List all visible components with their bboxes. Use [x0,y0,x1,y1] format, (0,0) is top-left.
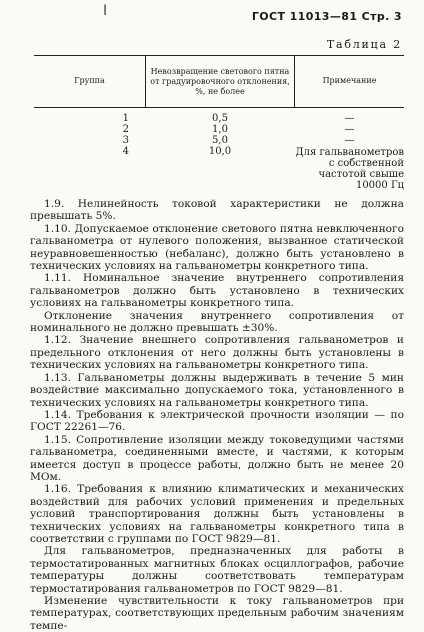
header-group: Группа [74,76,105,85]
paragraph: Изменение чувствительности к току гальванометров при температурах, соответствующих предельным рабочим значениям темпе- [30,595,404,632]
paragraph: 1.15. Сопротивление изоляции между токоведущими частями гальванометра, соединенными вместе, и частями, к которым имеется доступ в процессе работы, должно быть не менее 20 МОм. [30,433,404,483]
body-text [30,198,404,632]
cell-note: Для гальванометров с собственной частотой свыше 10000 Гц [295,147,404,191]
cell-note: — [344,113,355,124]
header-error: Невозвращение светового пятна от градуировочного отклонения, %, не более [150,67,290,96]
cell-note: — [344,135,355,146]
cell-value: 1,0 [212,124,228,135]
table-caption: Таблица 2 [326,38,402,51]
paragraph: Отклонение значения внутреннего сопротивления от номинального не должно превышать ±30%. [30,309,404,335]
paragraph: 1.10. Допускаемое отклонение светового пятна невключенного гальванометра от нулевого положения, вызванное статической неуравновешенностью (небаланс), должно быть установлено в технических условиях на гальванометры конкретного типа. [30,222,404,273]
table-header-rule [34,107,404,108]
header-mark: ǀ [103,3,108,19]
cell-note: — [344,124,355,135]
cell-group: 1 [122,113,129,124]
cell-value: 5,0 [212,135,228,146]
header-note: Примечание [322,76,377,85]
paragraph: 1.11. Номинальное значение внутреннего сопротивления гальванометров должно быть установлено в технических условиях на гальванометры конкретного типа. [30,272,404,310]
table-2 [34,55,404,191]
paragraph: Для гальванометров, предназначенных для работы в термостатированных магнитных блоках осциллографов, рабочие температуры должны соответствовать температурам термостатирования гальванометров по ГОСТ 9829—81. [30,545,404,595]
paragraph: 1.12. Значение внешнего сопротивления гальванометров и предельного отклонения от него должны быть установлены в технических условиях на гальванометры конкретного типа. [30,334,404,372]
cell-value: 0,5 [212,113,228,124]
paragraph: 1.9. Нелинейность токовой характеристики не должна превышать 5%. [30,198,404,223]
cell-value: 10,0 [208,146,232,157]
cell-group: 3 [122,135,129,146]
running-head: ГОСТ 11013—81 Стр. 3 [251,10,402,23]
table-top-rule [34,55,404,56]
paragraph: 1.16. Требования к влиянию климатических и механических воздействий для рабочих условий применения и предельных условий транспортирования должны быть установлены в технических условиях на гальванометры конкретного типа в соответствии с группами по ГОСТ 9829—81. [30,483,404,545]
paragraph: 1.13. Гальванометры должны выдерживать в течение 5 мин воздействие максимально допускаемого тока, установленного в технических условиях на гальванометры конкретного типа. [30,371,404,409]
paragraph: 1.14. Требования к электрической прочности изоляции — по ГОСТ 22261—76. [30,408,404,434]
cell-group: 4 [122,146,129,157]
cell-group: 2 [122,124,129,135]
